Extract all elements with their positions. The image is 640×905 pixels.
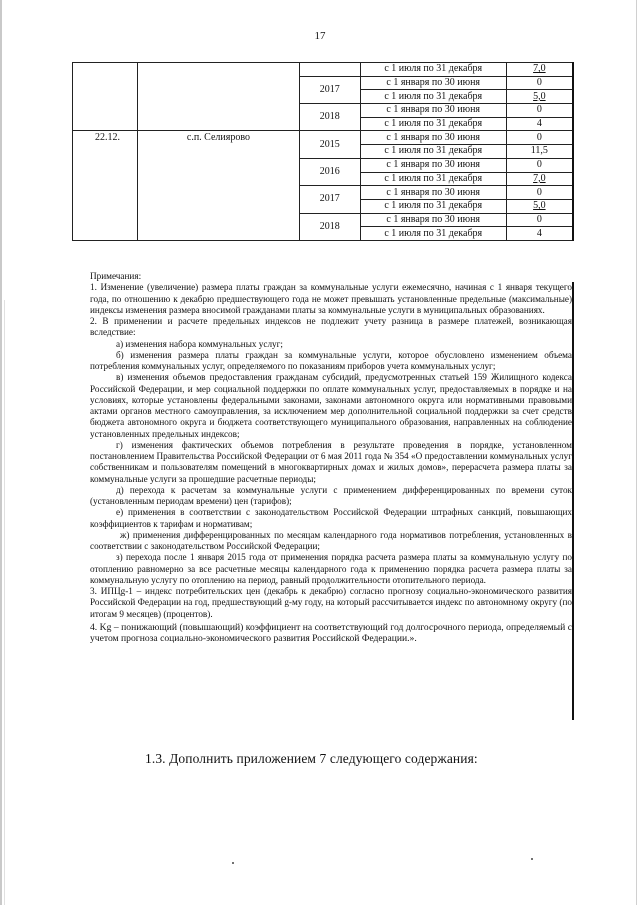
year-cell: 2018 xyxy=(299,104,360,131)
value-cell: 0 xyxy=(506,131,573,145)
period-cell: с 1 января по 30 июня xyxy=(360,186,506,200)
value-cell-text: 5,0 xyxy=(533,200,546,212)
value-cell xyxy=(506,63,573,77)
note-1: 1. Изменение (увеличение) размера платы граждан за коммунальные услуги ежемесячно, начиная с 1 января текущего года, по отношению к декабрю предшествующего года не может превышать установленные предельные (максимальные) индексы изменения размера вносимой гражданами платы за коммунальные услуги в муниципальных образованиях. xyxy=(90,282,572,315)
note-2e: е) применения в соответствии с законодательством Российской Федерации штрафных санкций, повышающих коэффициентов к тарифам и нормативам; xyxy=(90,507,572,529)
number-cell xyxy=(73,63,138,131)
margin-line xyxy=(572,282,574,720)
value-cell xyxy=(506,199,573,213)
note-3: 3. ИПЦg-1 – индекс потребительских цен (декабрь к декабрю) согласно прогнозу социально-экономического развития Российской Федерации на год, предшествующий g-му году, на который рассчитывается индекс по автономному округу (по итогам 9 месяцев) (процентов). xyxy=(90,586,572,619)
value-cell-text: 5,0 xyxy=(533,90,546,102)
scan-edge-right xyxy=(636,0,637,905)
value-cell: 0 xyxy=(506,104,573,118)
value-cell-text: 7,0 xyxy=(533,63,546,75)
scan-speck xyxy=(232,862,234,864)
value-cell: 0 xyxy=(506,76,573,90)
tariff-index-table xyxy=(72,62,574,241)
scan-edge-left xyxy=(0,0,2,905)
period-cell: с 1 июля по 31 декабря xyxy=(360,227,506,241)
scan-speck xyxy=(531,858,533,860)
table-row xyxy=(73,131,574,145)
page-number: 17 xyxy=(314,30,326,42)
period-cell: с 1 июля по 31 декабря xyxy=(360,145,506,159)
year-cell: 2016 xyxy=(299,158,360,185)
scan-edge-left-inner xyxy=(4,300,5,905)
period-cell: с 1 июля по 31 декабря xyxy=(360,63,506,77)
value-cell xyxy=(506,172,573,186)
note-2z: з) перехода после 1 января 2015 года от применения порядка расчета размера платы за коммунальную услугу по отоплению равномерно за все расчетные месяцы календарного года к применению порядка расчета размера платы за коммунальную услугу по отоплению на период, равный продолжительности отопительного периода. xyxy=(90,552,572,585)
value-cell-text: 7,0 xyxy=(533,172,546,184)
year-cell: 2017 xyxy=(299,76,360,103)
note-2a: а) изменения набора коммунальных услуг; xyxy=(116,338,283,349)
value-cell: 4 xyxy=(506,117,573,131)
value-cell xyxy=(506,90,573,104)
period-cell: с 1 января по 30 июня xyxy=(360,104,506,118)
period-cell: с 1 июля по 31 декабря xyxy=(360,172,506,186)
note-2d: д) перехода к расчетам за коммунальные услуги с применением дифференцированных по времени суток (установленным периодам времени) цен (тарифов); xyxy=(90,484,572,506)
year-cell: 2015 xyxy=(299,131,360,158)
period-cell: с 1 июля по 31 декабря xyxy=(360,199,506,213)
note-2g: г) изменения фактических объемов потребления в результате проведения в порядке, установленном постановлением Правительства Российской Федерации от 6 мая 2011 года № 354 «О предоставлении коммунальных услуг собственникам и пользователям помещений в многоквартирных домах и жилых домов», перерасчета размера платы за коммунальные услуги за прошедшие расчетные периоды; xyxy=(90,439,572,484)
notes-title: Примечания: xyxy=(90,271,142,281)
value-cell: 0 xyxy=(506,158,573,172)
note-2: 2. В применении и расчете предельных индексов не подлежит учету разница в размере платежей, возникающая вследствие: xyxy=(90,316,572,338)
section-heading: 1.3. Дополнить приложением 7 следующего содержания: xyxy=(145,751,478,766)
period-cell: с 1 января по 30 июня xyxy=(360,131,506,145)
note-2zh: ж) применения дифференцированных по месяцам календарного года нормативов потребления, установленных в соответствии с законодательством Российской Федерации; xyxy=(90,529,572,551)
period-cell: с 1 января по 30 июня xyxy=(360,158,506,172)
value-cell: 4 xyxy=(506,227,573,241)
year-cell xyxy=(299,63,360,77)
municipality-name: с.п. Селиярово xyxy=(138,131,299,241)
period-cell: с 1 января по 30 июня xyxy=(360,76,506,90)
period-cell: с 1 июля по 31 декабря xyxy=(360,117,506,131)
note-4: 4. Kg – понижающий (повышающий) коэффициент на соответствующий год долгосрочного периода, определяемый с учетом прогноза социально-экономического развития Российской Федерации.». xyxy=(90,621,572,644)
notes-section xyxy=(90,271,572,644)
table-row xyxy=(73,63,574,77)
year-cell: 2018 xyxy=(299,213,360,240)
name-cell xyxy=(138,63,299,131)
municipality-number: 22.12. xyxy=(73,131,138,241)
value-cell: 0 xyxy=(506,213,573,227)
value-cell: 11,5 xyxy=(506,145,573,159)
year-cell: 2017 xyxy=(299,186,360,213)
period-cell: с 1 января по 30 июня xyxy=(360,213,506,227)
value-cell: 0 xyxy=(506,186,573,200)
note-2b: б) изменения размера платы граждан за коммунальные услуги, которое обусловлено изменением объема потребления коммунальных услуг, определяемого по показаниям приборов учета коммунальных услуг; xyxy=(90,349,572,371)
note-2v: в) изменения объемов предоставления гражданам субсидий, предусмотренных статьей 159 Жилищного кодекса Российской Федерации, и мер социальной поддержки по оплате коммунальных услуг, предоставляемых в порядке и на условиях, которые установлены федеральными законами, законами автономного округа или нормативными правовыми актами органов местного самоуправления, за исключением мер дополнительной социальной поддержки за счет средств бюджета автономного округа и бюджета соответствующего муниципального образования, направленных на соблюдение установленных предельных индексов; xyxy=(90,372,572,439)
period-cell: с 1 июля по 31 декабря xyxy=(360,90,506,104)
